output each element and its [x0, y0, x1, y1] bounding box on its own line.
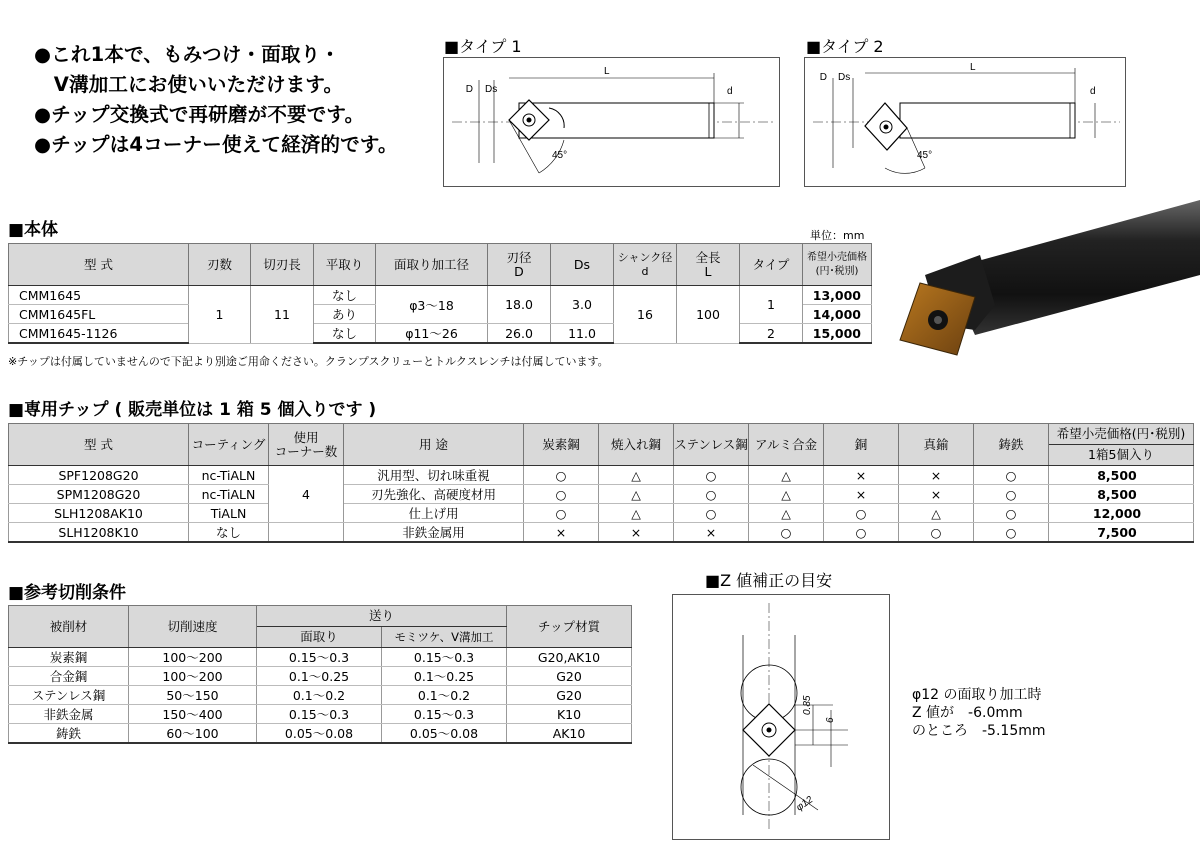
cond-chip: K10	[507, 705, 632, 724]
col-blades: 刃数	[189, 244, 251, 286]
chip-col-model: 型 式	[9, 424, 189, 466]
col-D: 刃径 D	[488, 244, 551, 286]
chip-col-aluminum: アルミ合金	[749, 424, 824, 466]
cond-col-material: 被削材	[9, 606, 129, 648]
chip-mark: ○	[974, 523, 1049, 543]
cond-chip: G20	[507, 686, 632, 705]
col-chamfer-dia: 面取り加工径	[376, 244, 488, 286]
cond-col-chamfer: 面取り	[257, 627, 382, 648]
body-flat: あり	[314, 305, 376, 324]
type1-Ds: Ds	[485, 84, 498, 95]
chip-col-corners: 使用 コーナー数	[269, 424, 344, 466]
chip-col-stainless: ステンレス鋼	[674, 424, 749, 466]
unit-label: 単位：mm	[810, 229, 865, 242]
body-D: 18.0	[488, 286, 551, 324]
chip-mark: ○	[974, 504, 1049, 523]
cond-speed: 100～200	[129, 667, 257, 686]
type1-d: d	[727, 86, 733, 97]
col-edge-length: 切刃長	[251, 244, 314, 286]
cond-vgroove: 0.15～0.3	[382, 705, 507, 724]
z-dim3: φ12	[794, 794, 816, 814]
cond-speed: 150～400	[129, 705, 257, 724]
chip-coating: nc-TiALN	[189, 485, 269, 504]
cond-chamfer: 0.15～0.3	[257, 705, 382, 724]
chip-use: 汎用型、切れ味重視	[344, 466, 524, 485]
cond-chamfer: 0.1～0.25	[257, 667, 382, 686]
chip-mark: △	[749, 504, 824, 523]
cond-speed: 60～100	[129, 724, 257, 744]
chip-mark: ×	[674, 523, 749, 543]
chip-mark: ○	[674, 485, 749, 504]
chip-mark: ○	[674, 504, 749, 523]
type1-drawing	[444, 58, 779, 186]
chip-use: 仕上げ用	[344, 504, 524, 523]
cond-speed: 50～150	[129, 686, 257, 705]
chip-mark: ○	[524, 504, 599, 523]
z-section-title: ■Z 値補正の目安	[705, 571, 833, 590]
type1-L: L	[604, 66, 610, 77]
chip-use: 刃先強化、高硬度材用	[344, 485, 524, 504]
chip-mark: △	[599, 466, 674, 485]
chip-col-cast-iron: 鋳鉄	[974, 424, 1049, 466]
body-model: CMM1645	[9, 286, 189, 305]
cond-speed: 100～200	[129, 648, 257, 667]
body-price: 14,000	[803, 305, 872, 324]
cond-chamfer: 0.1～0.2	[257, 686, 382, 705]
col-model: 型 式	[9, 244, 189, 286]
chip-mark: △	[749, 485, 824, 504]
cond-chip: AK10	[507, 724, 632, 744]
tool-image	[885, 195, 1200, 385]
type1-title: ■タイプ 1	[444, 37, 522, 56]
col-Ds: Ds	[551, 244, 614, 286]
chip-mark: ○	[824, 523, 899, 543]
col-length: 全長 L	[677, 244, 740, 286]
feature-list	[34, 40, 398, 160]
cond-material: 炭素鋼	[9, 648, 129, 667]
type2-diagram	[804, 57, 1126, 187]
chip-col-use: 用 途	[344, 424, 524, 466]
body-type: 2	[740, 324, 803, 344]
body-length: 100	[677, 286, 740, 344]
col-shank: シャンク径 d	[614, 244, 677, 286]
body-shank: 16	[614, 286, 677, 344]
body-edge-length: 11	[251, 286, 314, 344]
type1-D: D	[465, 84, 473, 95]
cond-vgroove: 0.15～0.3	[382, 648, 507, 667]
chip-mark: △	[599, 504, 674, 523]
z-drawing	[673, 595, 889, 839]
chip-mark: ○	[524, 466, 599, 485]
chip-mark: ×	[524, 523, 599, 543]
chip-mark: ○	[674, 466, 749, 485]
cond-table	[8, 605, 632, 744]
chip-mark: ×	[899, 466, 974, 485]
chip-mark: ○	[974, 466, 1049, 485]
chip-col-price-unit: 1箱5個入り	[1049, 445, 1194, 466]
chip-price: 8,500	[1049, 485, 1194, 504]
cond-material: ステンレス鋼	[9, 686, 129, 705]
chip-mark: ○	[524, 485, 599, 504]
chip-model: SPM1208G20	[9, 485, 189, 504]
chip-col-copper: 銅	[824, 424, 899, 466]
body-D: 26.0	[488, 324, 551, 344]
col-price: 希望小売価格 (円･税別)	[803, 244, 872, 286]
cond-chamfer: 0.15～0.3	[257, 648, 382, 667]
chip-model: SPF1208G20	[9, 466, 189, 485]
z-diagram	[672, 594, 890, 840]
z-line: のところ -5.15mm	[912, 723, 1046, 739]
body-blades: 1	[189, 286, 251, 344]
chip-mark: ○	[824, 504, 899, 523]
type2-Ds: Ds	[838, 72, 851, 83]
feature-line: ●チップは4コーナー使えて経済的です。	[34, 133, 398, 156]
z-line: φ12 の面取り加工時	[912, 687, 1042, 703]
chip-corners: 4	[269, 466, 344, 523]
body-chamfer-dia: φ3～18	[376, 286, 488, 324]
chip-mark: ○	[749, 523, 824, 543]
z-dim1: 0.85	[802, 695, 813, 715]
type2-d: d	[1090, 86, 1096, 97]
chip-mark: ×	[599, 523, 674, 543]
body-note: ※チップは付属していませんので下記より別途ご用命ください。クランプスクリューとトルクスレンチは付属しています。	[8, 355, 609, 368]
chip-mark: ×	[824, 466, 899, 485]
body-type: 1	[740, 286, 803, 324]
body-Ds: 3.0	[551, 286, 614, 324]
chip-model: SLH1208AK10	[9, 504, 189, 523]
chip-use: 非鉄金属用	[344, 523, 524, 543]
chip-coating: なし	[189, 523, 269, 543]
z-line: Z 値が -6.0mm	[912, 705, 1023, 721]
type1-angle: 45°	[552, 150, 568, 161]
chip-mark: ○	[899, 523, 974, 543]
cond-vgroove: 0.1～0.2	[382, 686, 507, 705]
type2-angle: 45°	[917, 150, 933, 161]
feature-line: ●これ1本で、もみつけ・面取り・	[34, 43, 341, 66]
cond-chip: G20	[507, 667, 632, 686]
cond-material: 合金鋼	[9, 667, 129, 686]
cond-material: 非鉄金属	[9, 705, 129, 724]
chip-mark: △	[899, 504, 974, 523]
cond-chip: G20,AK10	[507, 648, 632, 667]
feature-line: V溝加工にお使いいただけます。	[34, 73, 344, 96]
chip-price: 12,000	[1049, 504, 1194, 523]
chip-mark: ×	[899, 485, 974, 504]
chip-col-price: 希望小売価格(円･税別)	[1049, 424, 1194, 445]
body-table	[8, 243, 872, 344]
cond-section-title: ■参考切削条件	[8, 583, 127, 603]
chip-col-brass: 真鍮	[899, 424, 974, 466]
chip-coating: nc-TiALN	[189, 466, 269, 485]
chip-price: 7,500	[1049, 523, 1194, 543]
cond-material: 鋳鉄	[9, 724, 129, 744]
body-flat: なし	[314, 324, 376, 344]
chip-col-hardened-steel: 焼入れ鋼	[599, 424, 674, 466]
body-Ds: 11.0	[551, 324, 614, 344]
cond-col-speed: 切削速度	[129, 606, 257, 648]
chip-col-carbon-steel: 炭素鋼	[524, 424, 599, 466]
tool-photo	[885, 195, 1200, 385]
type2-drawing	[805, 58, 1125, 186]
col-type: タイプ	[740, 244, 803, 286]
chip-mark: ×	[824, 485, 899, 504]
cond-col-feed: 送り	[257, 606, 507, 627]
chip-corners-empty	[269, 523, 344, 543]
chip-mark: △	[749, 466, 824, 485]
body-chamfer-dia: φ11～26	[376, 324, 488, 344]
col-flat: 平取り	[314, 244, 376, 286]
cond-chamfer: 0.05～0.08	[257, 724, 382, 744]
cond-vgroove: 0.05～0.08	[382, 724, 507, 744]
body-model: CMM1645FL	[9, 305, 189, 324]
body-section-title: ■本体	[8, 220, 59, 240]
body-price: 13,000	[803, 286, 872, 305]
chip-section-title: ■専用チップ ( 販売単位は 1 箱 5 個入りです )	[8, 400, 377, 420]
body-price: 15,000	[803, 324, 872, 344]
body-model: CMM1645-1126	[9, 324, 189, 344]
type2-title: ■タイプ 2	[806, 37, 884, 56]
cond-col-chip: チップ材質	[507, 606, 632, 648]
body-flat: なし	[314, 286, 376, 305]
chip-mark: △	[599, 485, 674, 504]
z-dim2: 6	[825, 717, 836, 723]
chip-col-coating: コーティング	[189, 424, 269, 466]
type2-D: D	[819, 72, 827, 83]
type2-L: L	[970, 62, 976, 73]
feature-line: ●チップ交換式で再研磨が不要です。	[34, 103, 365, 126]
chip-table	[8, 423, 1194, 543]
chip-mark: ○	[974, 485, 1049, 504]
chip-model: SLH1208K10	[9, 523, 189, 543]
chip-coating: TiALN	[189, 504, 269, 523]
cond-vgroove: 0.1～0.25	[382, 667, 507, 686]
z-description	[912, 686, 1046, 740]
chip-price: 8,500	[1049, 466, 1194, 485]
cond-col-vgroove: モミツケ、V溝加工	[382, 627, 507, 648]
type1-diagram	[443, 57, 780, 187]
